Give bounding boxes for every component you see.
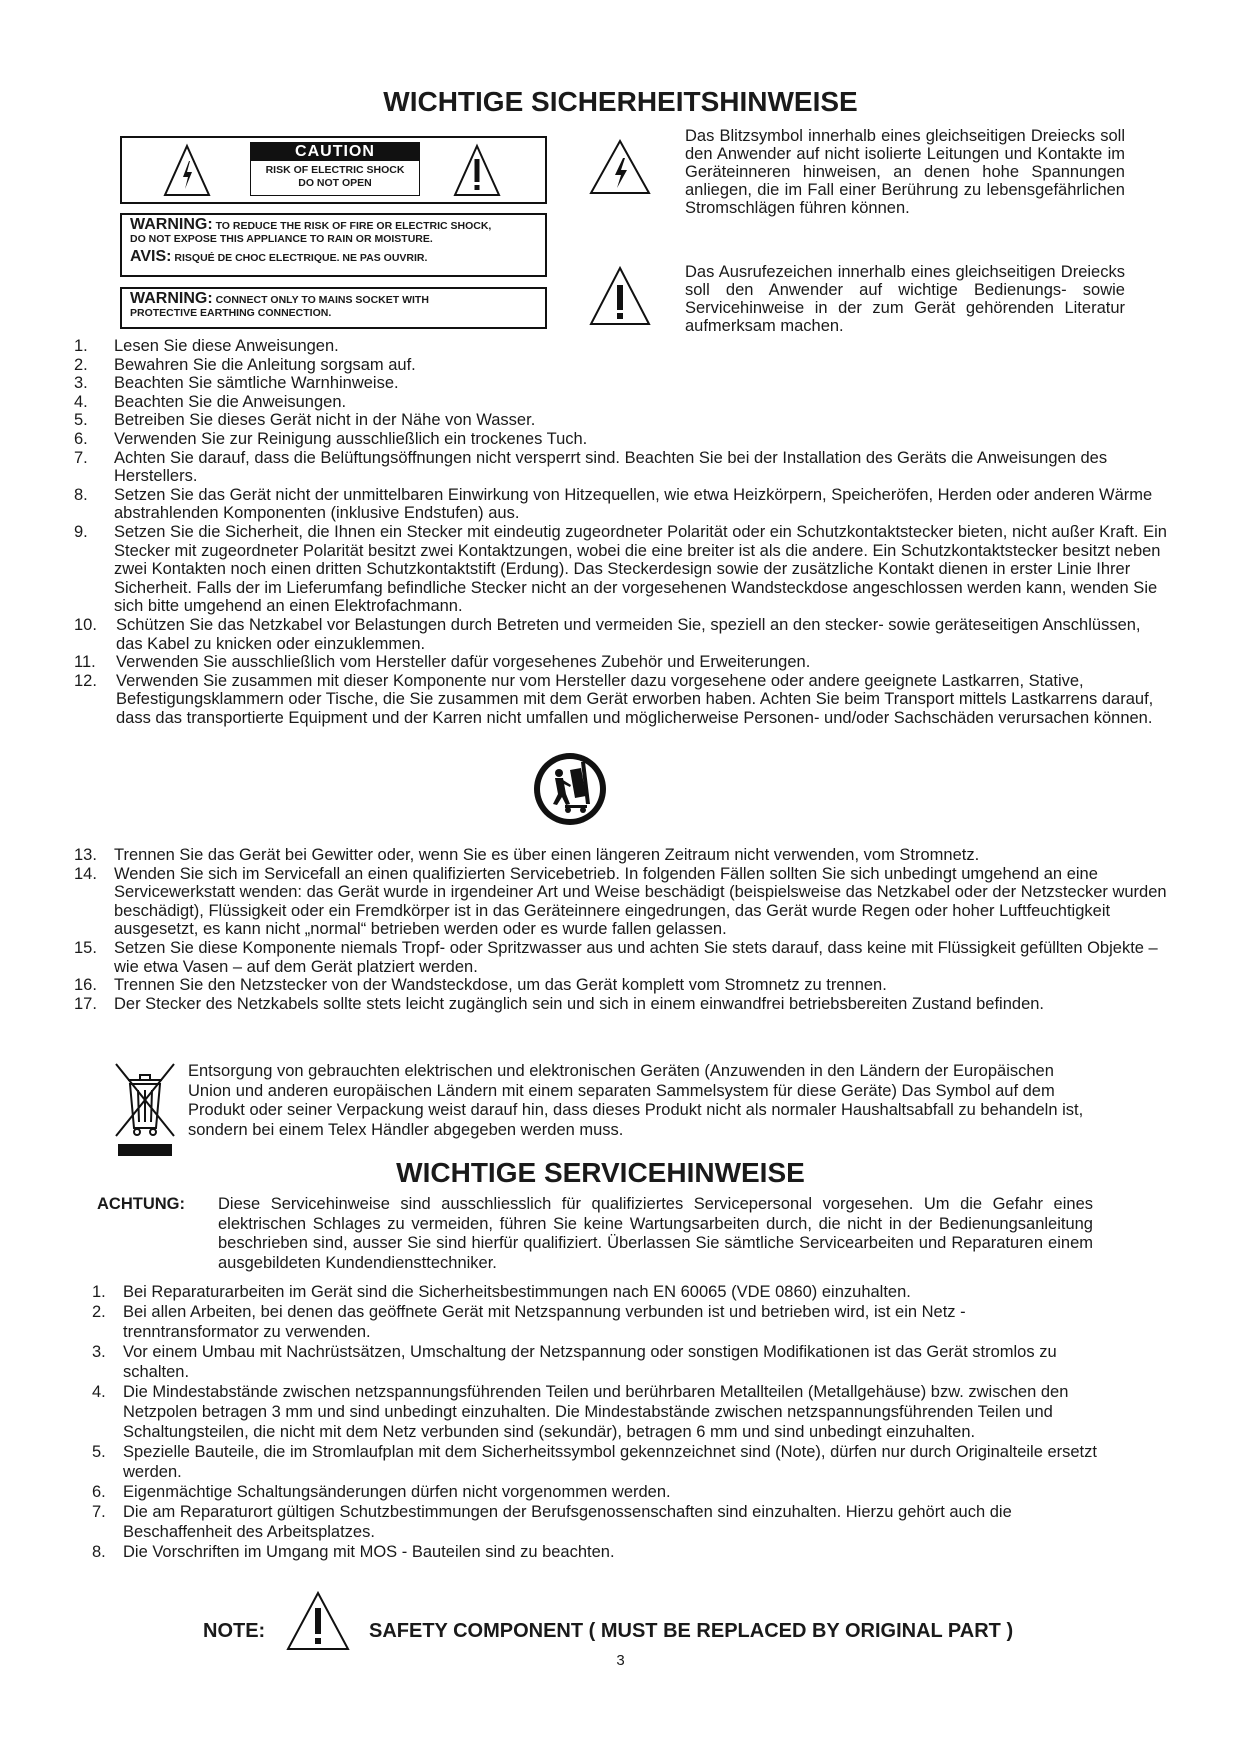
safety-list-b [74, 846, 1170, 1013]
achtung-label: ACHTUNG: [97, 1195, 185, 1213]
item-number: 15. [74, 938, 97, 957]
item-text: Wenden Sie sich im Servicefall an einen qualifizierten Servicebetrieb. In folgenden Fällen sollten Sie sich unbedingt umgehend an eine Servicewerkstatt wenden: das Gerät wurde in irgendeiner Art und Weise beschädigt (beispielsweise das Netzkabel oder der Netzstecker wurden beschädigt), Flüssigkeit oder ein Fremdkörper ist in das Geräteinnere eingedrungen, das Gerät wurde Regen oder hoher Luftfeuchtigkeit ausgesetzt, es kann nicht „normal“ betrieben werden oder es wurde fallen gelassen. [114, 864, 1167, 939]
item-text: Achten Sie darauf, dass die Belüftungsöffnungen nicht versperrt sind. Beachten Sie bei der Installation des Geräts die Anweisungen des Herstellers. [114, 448, 1108, 486]
item-number: 1. [74, 337, 88, 355]
item-text: Schützen Sie das Netzkabel vor Belastungen durch Betreten und vermeiden Sie, speziell an den stecker- sowie geräteseitigen Anschlüssen, das Kabel zu knicken oder einzuklemmen. [116, 615, 1141, 653]
item-text: Eigenmächtige Schaltungsänderungen dürfen nicht vorgenommen werden. [123, 1483, 671, 1501]
item-number: 12. [74, 671, 97, 690]
item-number: 16. [74, 976, 97, 995]
list-item [92, 1302, 1102, 1342]
item-number: 8. [92, 1543, 106, 1561]
item-text: Trennen Sie das Gerät bei Gewitter oder, wenn Sie es über einen längeren Zeitraum nicht verwenden, vom Stromnetz. [114, 846, 980, 864]
item-text: Verwenden Sie zusammen mit dieser Komponente nur vom Hersteller dazu vorgesehene oder andere geeignete Lastkarren, Stative, Befestigungsklammern oder Tische, die Sie zusammen mit dem Gerät erworben haben. Achten Sie beim Transport mittels Lastkarrens darauf, dass das transportierte Equipment und der Karren nicht umfallen und möglicherweise Personen- und/oder Sachschäden verursachen können. [116, 671, 1154, 727]
list-item [92, 1502, 1102, 1542]
item-text: Der Stecker des Netzkabels sollte stets leicht zugänglich sein und sich in einem einwandfrei betriebsbereiten Zustand befinden. [114, 994, 1045, 1013]
list-item [92, 1542, 1102, 1562]
list-item [74, 865, 1170, 939]
list-item [74, 486, 1170, 523]
item-text: Setzen Sie das Gerät nicht der unmittelbaren Einwirkung von Hitzequellen, wie etwa Heizkörpern, Speicheröfen, Herden oder anderen Wärme abstrahlenden Komponenten (inklusive Endstufen) aus. [114, 485, 1153, 523]
item-number: 14. [74, 864, 97, 883]
list-item [74, 523, 1170, 616]
item-number: 3. [74, 374, 88, 393]
warning-2-line-2: PROTECTIVE EARTHING CONNECTION. [130, 307, 332, 319]
item-number: 7. [92, 1503, 106, 1521]
item-number: 3. [92, 1343, 106, 1361]
warning-2-text: CONNECT ONLY TO MAINS SOCKET WITH [215, 294, 429, 306]
list-item [74, 430, 1170, 449]
item-number: 17. [74, 994, 97, 1013]
note-label: NOTE: [203, 1620, 266, 1642]
caution-line-2: DO NOT OPEN [298, 177, 372, 189]
list-item [74, 356, 1170, 375]
item-number: 7. [74, 448, 88, 467]
item-text: Beachten Sie sämtliche Warnhinweise. [114, 374, 399, 393]
service-title: WICHTIGE SERVICEHINWEISE [396, 1157, 805, 1188]
exclamation-description: Das Ausrufezeichen innerhalb eines gleichseitigen Dreiecks soll den Anwender auf wichtige Bedienungs- sowie Servicehinweise in der zum Gerät gehörenden Literatur aufmerksam machen. [685, 263, 1125, 335]
item-number: 11. [74, 653, 96, 672]
item-number: 5. [92, 1443, 106, 1461]
list-item [74, 846, 1170, 865]
item-number: 1. [92, 1283, 106, 1301]
item-text: Bewahren Sie die Anleitung sorgsam auf. [114, 355, 416, 374]
item-text: Die Vorschriften im Umgang mit MOS - Bauteilen sind zu beachten. [123, 1543, 615, 1561]
list-item [74, 616, 1170, 653]
warning-1-label: WARNING: [130, 216, 213, 233]
item-number: 6. [74, 429, 88, 448]
item-number: 6. [92, 1483, 106, 1501]
item-text: Verwenden Sie ausschließlich vom Hersteller dafür vorgesehenes Zubehör und Erweiterungen. [116, 653, 811, 672]
item-number: 8. [74, 485, 88, 504]
item-number: 13. [74, 846, 97, 864]
avis-label: AVIS: [130, 248, 172, 265]
list-item [74, 374, 1170, 393]
note-text: SAFETY COMPONENT ( MUST BE REPLACED BY ORIGINAL PART ) [369, 1620, 1014, 1642]
item-text: Die Mindestabstände zwischen netzspannungsführenden Teilen und berührbaren Metallteilen (Metallgehäuse) bzw. zwischen den Netzpolen betragen 3 mm und sind unbedingt einzuhalten. Die Mindestabstände zwischen netzspannungsführenden Teilen und Schaltungsteilen, die nicht mit dem Netz verbunden sind (sekundär), betragen 6 mm und sind unbedingt einzuhalten. [123, 1383, 1069, 1441]
list-item [92, 1282, 1102, 1302]
lightning-description: Das Blitzsymbol innerhalb eines gleichseitigen Dreiecks soll den Anwender auf nicht isolierte Leitungen und Kontakte im Geräteinneren hinweisen, an denen hohe Spannungen anliegen, die im Fall einer Berührung zu lebensgefährlichen Stromschlägen führen können. [685, 127, 1125, 217]
warning-box-2 [120, 287, 547, 329]
item-number: 2. [92, 1303, 106, 1321]
disposal-text: Entsorgung von gebrauchten elektrischen und elektronischen Geräten (Anzuwenden in den Ländern der Europäischen Union und anderen europäischen Ländern mit einem separaten Sammelsystem für diese Geräte) Das Symbol auf dem Produkt oder seiner Verpackung weist darauf hin, dass dieses Produkt nicht als normaler Haushaltsabfall zu behandeln ist, sondern bei einem Telex Händler abgegeben werden muss. [188, 1062, 1084, 1139]
list-item [92, 1342, 1102, 1382]
list-item [92, 1442, 1102, 1482]
exclamation-warning-icon [452, 143, 502, 199]
item-number: 10. [74, 615, 97, 634]
cart-tipover-icon [533, 752, 607, 826]
list-item [74, 939, 1170, 976]
list-item [74, 995, 1170, 1014]
item-number: 2. [74, 355, 88, 374]
item-text: Spezielle Bauteile, die im Stromlaufplan mit dem Sicherheitssymbol gekennzeichnet sind (Note), dürfen nur durch Originalteile ersetzt werden. [123, 1443, 1097, 1481]
warning-1-text: TO REDUCE THE RISK OF FIRE OR ELECTRIC SHOCK, [215, 220, 492, 232]
service-list [92, 1282, 1102, 1562]
achtung-text: Diese Servicehinweise sind ausschliesslich für qualifiziertes Servicepersonal vorgesehen. Um die Gefahr eines elektrischen Schlages zu vermeiden, führen Sie keine Wartungsarbeiten durch, die nicht in der Bedienungsanleitung beschrieben sind, ausser Sie sind hierfür qualifiziert. Überlassen Sie sämtliche Servicearbeiten und Reparaturen einem ausgebildeten Kundendiensttechniker. [218, 1195, 1093, 1272]
item-number: 4. [74, 392, 88, 411]
item-text: Betreiben Sie dieses Gerät nicht in der Nähe von Wasser. [114, 411, 536, 430]
caution-line-1: RISK OF ELECTRIC SHOCK [265, 164, 405, 176]
exclamation-symbol-icon [588, 265, 652, 327]
item-text: Setzen Sie diese Komponente niemals Tropf- oder Spritzwasser aus und achten Sie stets darauf, dass keine mit Flüssigkeit gefüllten Objekte – wie etwa Vasen – auf dem Gerät platziert werden. [114, 938, 1158, 976]
list-item [74, 337, 1170, 356]
caution-title: CAUTION [251, 143, 419, 161]
safety-exclamation-icon [285, 1590, 351, 1652]
warning-2-label: WARNING: [130, 290, 213, 307]
avis-text: RISQUÉ DE CHOC ELECTRIQUE. NE PAS OUVRIR. [174, 252, 428, 264]
item-text: Bei allen Arbeiten, bei denen das geöffnete Gerät mit Netzspannung verbunden ist und betrieben wird, ist ein Netz - trenntransformator zu verwenden. [123, 1303, 966, 1341]
item-number: 5. [74, 411, 88, 430]
page-number: 3 [616, 1652, 625, 1669]
list-item [74, 393, 1170, 412]
weee-bin-icon [110, 1060, 180, 1160]
list-item [74, 449, 1170, 486]
safety-list-a [74, 337, 1170, 727]
list-item [74, 411, 1170, 430]
list-item [92, 1382, 1102, 1442]
item-text: Verwenden Sie zur Reinigung ausschließlich ein trockenes Tuch. [114, 429, 588, 448]
item-text: Bei Reparaturarbeiten im Gerät sind die Sicherheitsbestimmungen nach EN 60065 (VDE 0860) einzuhalten. [123, 1283, 911, 1301]
page-title: WICHTIGE SICHERHEITSHINWEISE [383, 86, 858, 117]
lightning-warning-icon [162, 143, 212, 199]
caution-label [120, 136, 547, 204]
item-text: Trennen Sie den Netzstecker von der Wandsteckdose, um das Gerät komplett vom Stromnetz zu trennen. [114, 976, 887, 995]
warning-box-1 [120, 213, 547, 277]
item-number: 4. [92, 1383, 106, 1401]
warning-1-line-2: DO NOT EXPOSE THIS APPLIANCE TO RAIN OR MOISTURE. [130, 233, 433, 245]
item-text: Vor einem Umbau mit Nachrüstsätzen, Umschaltung der Netzspannung oder sonstigen Modifikationen ist das Gerät stromlos zu schalten. [123, 1343, 1057, 1381]
list-item [74, 976, 1170, 995]
list-item [92, 1482, 1102, 1502]
list-item [74, 653, 1170, 672]
list-item [74, 672, 1170, 728]
caution-center-panel [250, 142, 420, 196]
item-number: 9. [74, 522, 88, 541]
item-text: Beachten Sie die Anweisungen. [114, 392, 347, 411]
lightning-symbol-icon [588, 138, 652, 196]
item-text: Setzen Sie die Sicherheit, die Ihnen ein Stecker mit eindeutig zugeordneter Polarität oder ein Schutzkontaktstecker bieten, nicht außer Kraft. Ein Stecker mit zugeordneter Polarität besitzt zwei Kontaktzungen, wobei die eine breiter ist als die andere. Ein Schutzkontaktstecker besitzt neben zwei Kontakten noch einen dritten Schutzkontaktstift (Erdung). Das Steckerdesign sowie der zusätzliche Kontakt dienen in erster Linie Ihrer Sicherheit. Falls der im Lieferumfang befindliche Stecker nicht an der vorgesehenen Wandsteckdose angeschlossen werden kann, wenden Sie sich bitte umgehend an einen Elektrofachmann. [114, 522, 1167, 616]
item-text: Lesen Sie diese Anweisungen. [114, 337, 339, 355]
item-text: Die am Reparaturort gültigen Schutzbestimmungen der Berufsgenossenschaften sind einzuhalten. Hierzu gehört auch die Beschaffenheit des Arbeitsplatzes. [123, 1503, 1012, 1541]
